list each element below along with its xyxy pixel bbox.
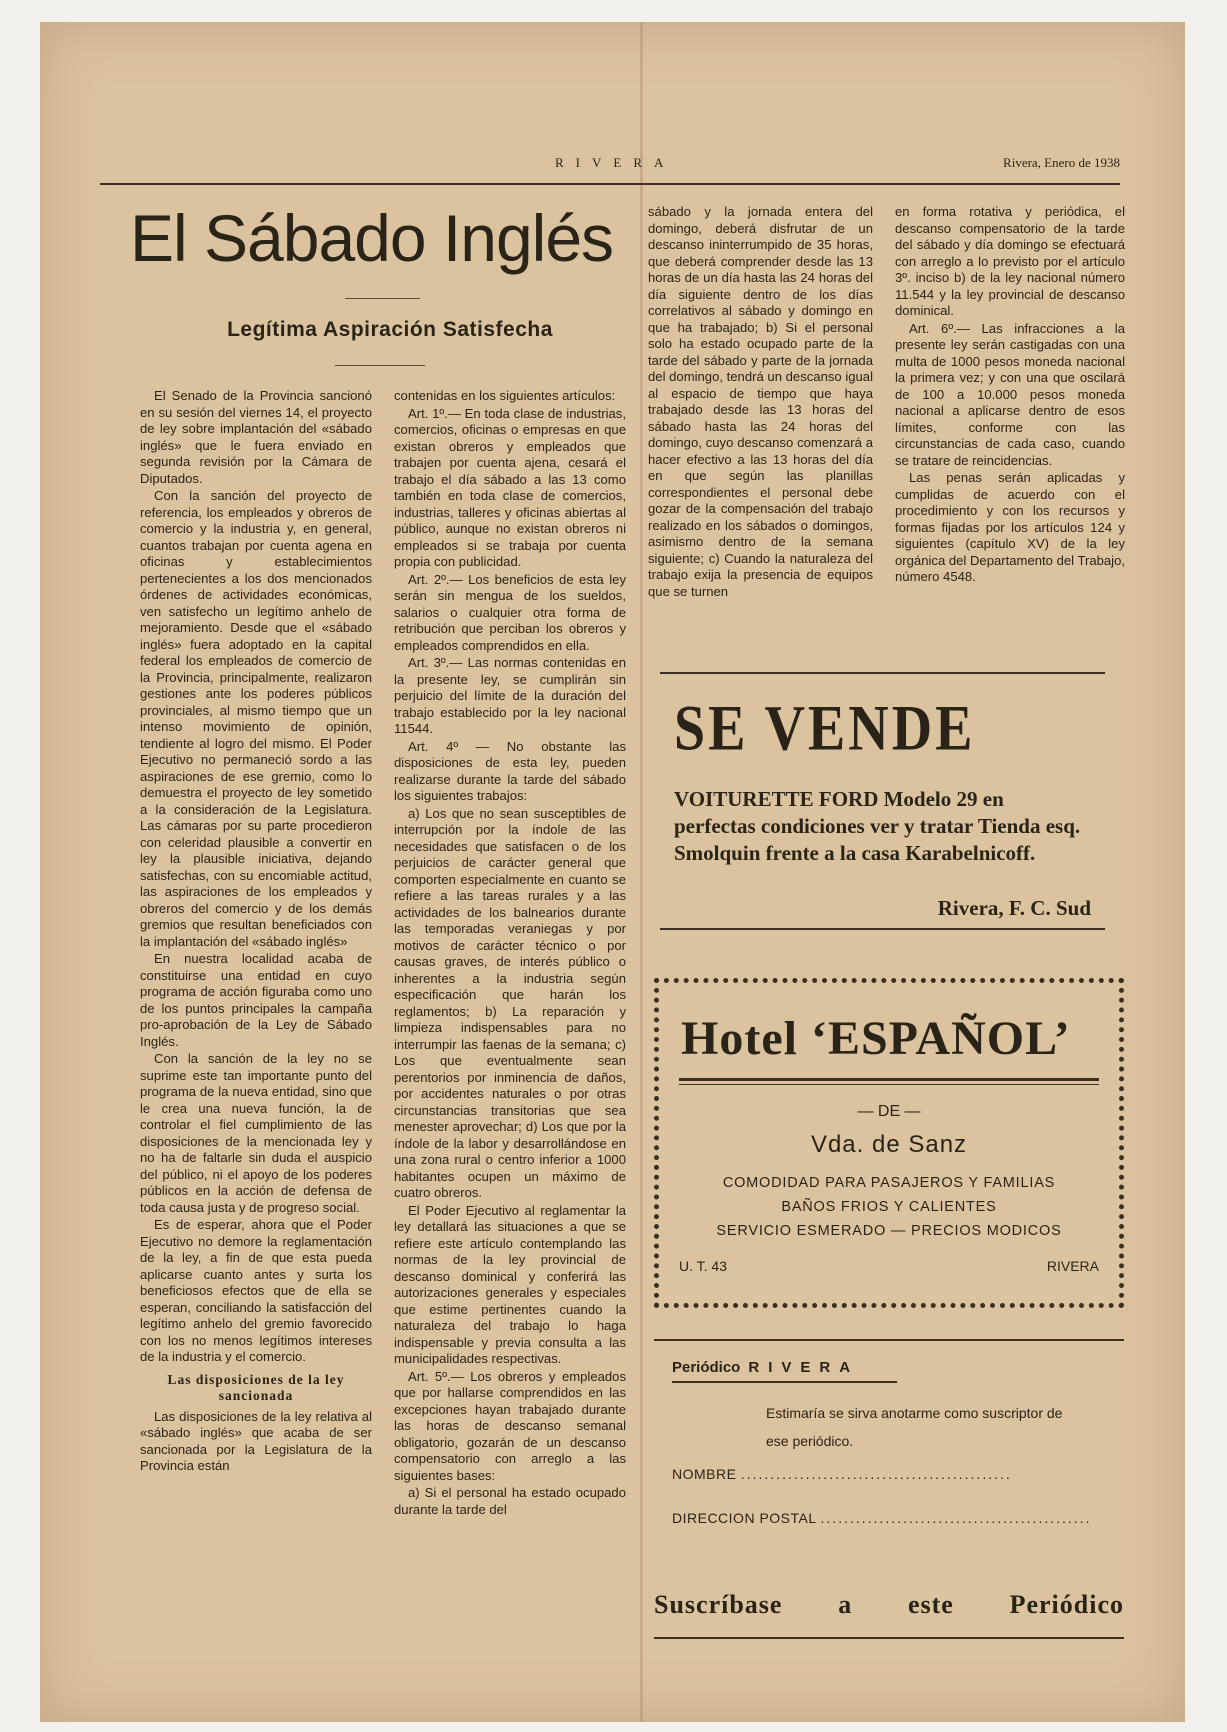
for-sale-title: SE VENDE xyxy=(674,693,976,765)
hotel-ad xyxy=(654,978,1124,1308)
page-fold xyxy=(640,22,643,1722)
header-rule xyxy=(100,183,1120,185)
article-title: El Sábado Inglés xyxy=(130,201,614,275)
name-field-line: .............................................. xyxy=(740,1466,1012,1482)
article-column-3 xyxy=(648,204,873,601)
form-paper-name: RIVERA xyxy=(748,1359,860,1376)
subtitle-divider xyxy=(335,365,425,366)
hotel-city: RIVERA xyxy=(1046,1258,1099,1274)
for-sale-body: VOITURETTE FORD Modelo 29 en perfectas condiciones ver y tratar Tienda esq. Smolquin frente a la casa Karabelnicoff. xyxy=(674,787,1081,865)
paragraph: En nuestra localidad acaba de constituirse una entidad en cuyo programa de acción figuraba como uno de los puntos principales la campaña pro-aprobación de la Ley de Sábado Inglés. xyxy=(140,951,372,1049)
title-divider xyxy=(345,298,420,299)
paragraph: El Senado de la Provincia sancionó en su sesión del viernes 14, el proyecto de ley sobre implantación del «sábado inglés» que le fuera enviado en segunda revisión por la Cámara de Diputados. xyxy=(140,388,372,486)
subscribe-word: Suscríbase xyxy=(654,1590,783,1619)
hotel-owner: Vda. de Sanz xyxy=(810,1131,968,1158)
form-text: Estimaría se sirva anotarme como suscriptor de xyxy=(766,1405,1063,1421)
issue-date: Rivera, Enero de 1938 xyxy=(1003,155,1120,170)
paragraph: Es de esperar, ahora que el Poder Ejecutivo no demore la reglamentación de la ley, a fin de que esta pueda aplicarse cuanto antes y surta los beneficiosos efectos que de ella se esperan, conciliando la satisfacción del legítimo anhelo del gremio favorecido con los no menos legítimos intereses de la industria y el comercio. xyxy=(140,1217,372,1364)
paragraph: Con la sanción del proyecto de referencia, los empleados y obreros de comercio y la industria y, en general, cuantos trabajan por cuenta agena en oficinas y establecimientos pertenecientes a los dos mencionados órdenes de actividades económicas, ven satisfecho un legítimo anhelo de mejoramiento. Desde que el «sábado inglés» fuera adoptado en la capital federal los empleados de comercio de la Provincia, principalmente, realizaron gestiones ante los poderes públicos provinciales, al mismo tiempo que un intenso movimiento de opinión, tendiente al logro del mismo. El Poder Ejecutivo no permaneció sordo a las aspiraciones de ese gremio, como lo demuestra el proyecto de ley sometido a la consideración de la Legislatura. Las cámaras por su parte procedieron con celeridad plausible a convertir en ley la plausible iniciativa, dejando satisfechas, con su encomiable actitud, las aspiraciones de los empleados y obreros del comercio y de los demás gremios que resultan beneficiados con la implantación del «sábado inglés» xyxy=(140,488,372,949)
paragraph: Art. 3º.— Las normas contenidas en la presente ley, se cumplirán sin perjuicio del límite de la duración del trabajo establecido por la ley nacional 11544. xyxy=(394,655,626,736)
paragraph: Art. 6º.— Las infracciones a la presente ley serán castigadas con una multa de 1000 pesos moneda nacional la primera vez; y con una que oscilará de 100 a 10.000 pesos moneda nacional a aplicarse dentro de esos límites, conforme con las circunstancias de cada caso, cuando se tratare de reincidencias. xyxy=(895,320,1125,468)
for-sale-signature: Rivera, F. C. Sud xyxy=(937,896,1091,920)
hotel-phone: U. T. 43 xyxy=(679,1258,727,1274)
subscription-form xyxy=(654,1339,1124,1544)
article-column-4 xyxy=(895,204,1125,587)
subscribe-word: a xyxy=(838,1590,853,1619)
article-subtitle: Legítima Aspiración Satisfecha xyxy=(227,318,553,341)
hotel-divider xyxy=(679,1078,1099,1085)
newspaper-name: RIVERA xyxy=(555,155,676,170)
hotel-feature: SERVICIO ESMERADO — PRECIOS MODICOS xyxy=(716,1223,1062,1239)
paragraph: El Poder Ejecutivo al reglamentar la ley detallará las situaciones a que se refiere este artículo contemplando las normas de la ley provincial de descanso dominical y conferirá las autorizaciones generales y especiales que estime pertinentes cuando la naturaleza del trabajo lo haga indispensable y previa consulta a las municipalidades respectivas. xyxy=(394,1202,626,1366)
paragraph: Art. 2º.— Los beneficios de esta ley serán sin mengua de los sueldos, salarios o cualquier otra forma de retribución que perciban los obreros y empleados comprendidos en ella. xyxy=(394,571,626,653)
page-header xyxy=(100,155,1120,177)
paragraph: en forma rotativa y periódica, el descanso compensatorio de la tarde del sábado y día domingo se efectuará con arreglo a lo previsto por el artículo 3º. inciso b) de la ley nacional número 11.544 y la ley provincial de descanso dominical. xyxy=(895,204,1125,318)
subscribe-banner xyxy=(654,1590,1124,1620)
paragraph: Las penas serán aplicadas y cumplidas de acuerdo con el procedimiento y con los recursos y formas fijadas por los artículos 124 y siguientes (capítulo XV) de la ley orgánica del Departamento del Trabajo, número 4548. xyxy=(895,470,1126,584)
address-field-label: DIRECCION POSTAL xyxy=(672,1510,817,1526)
paragraph: contenidas en los siguientes artículos: xyxy=(394,388,616,403)
subscribe-word: este xyxy=(907,1590,954,1619)
hotel-de: — DE — xyxy=(857,1103,921,1120)
paragraph: Art. 1º.— En toda clase de industrias, comercios, oficinas o empresas en que existan obreros y empleados que trabajen por cuenta ajena, cesará el trabajo el día sábado a las 13 como también en toda clase de comercios, industrias, talleres y oficinas abiertas al público, aunque no existan obreros ni empleados si se trabaja por cuenta propia con publicidad. xyxy=(394,405,626,569)
paragraph: a) Los que no sean susceptibles de interrupción por la índole de las necesidades que satisfacen o de los perjuicios de carácter general que comporten especialmente en cuanto se refiere a las tareas rurales y a las actividades de los balnearios durante las temporadas veraniegas y por motivos de carácter técnico o por causas graves, de interés público o inherentes a la industria según especificación que harán los reglamentos; b) La reparación y limpieza indispensables para no interrumpir las faenas de la semana; c) Los que eventualmente sean perentorios por inminencia de daños, por accidentes naturales o por otras circunstancias transitorias que sea menester aprovechar; d) Los que por la índole de la labor y desarrollándose en una zona rural o centro inferior a 1000 habitantes ocupen un máximo de cuatro obreros. xyxy=(394,805,626,1200)
paragraph: Las disposiciones de la ley relativa al «sábado inglés» que acaba de ser sancionada por la Legislatura de la Provincia están xyxy=(140,1408,372,1473)
form-title xyxy=(672,1359,859,1376)
address-field-line: .............................................. xyxy=(820,1510,1092,1526)
name-field[interactable] xyxy=(672,1466,1012,1482)
paragraph: a) Si el personal ha estado ocupado durante la tarde del xyxy=(394,1485,626,1517)
form-text: ese periódico. xyxy=(766,1433,854,1449)
subscribe-rule xyxy=(654,1637,1124,1639)
address-field[interactable] xyxy=(672,1510,1091,1526)
form-label: Periódico xyxy=(672,1359,741,1376)
paragraph: Art. 5º.— Los obreros y empleados que por hallarse comprendidos en las excepciones hayan trabajado durante las horas de descanso semanal obligatorio, gozarán de un descanso compensatorio con arreglo a las siguientes bases: xyxy=(394,1368,626,1483)
for-sale-ad xyxy=(660,672,1105,930)
hotel-feature: BAÑOS FRIOS Y CALIENTES xyxy=(781,1199,997,1215)
paragraph: Art. 4º — No obstante las disposiciones de esta ley, pueden realizarse durante la tarde del sábado los siguientes trabajos: xyxy=(394,738,626,803)
hotel-name: Hotel ‘ESPAÑOL’ xyxy=(681,1012,1071,1065)
name-field-label: NOMBRE xyxy=(672,1466,737,1482)
subscribe-word: Periódico xyxy=(1009,1590,1124,1619)
article-column-2 xyxy=(394,388,626,1519)
section-heading: Las disposiciones de la ley sancionada xyxy=(167,1371,345,1403)
form-title-rule xyxy=(672,1381,897,1383)
paragraph: sábado y la jornada entera del domingo, deberá disfrutar de un descanso ininterrumpido de 35 horas, que deberá comprender desde las 13 horas de un día hasta las 24 horas del día siguiente dentro de los días correlativos al sábado y domingo en que ha trabajado; b) Si el personal solo ha estado ocupado parte de la tarde del sábado y parte de la jornada del domingo, tendrá un descanso igual al espacio de tiempo que haya trabajado desde las 13 horas del sábado hasta las 24 horas del domingo, cuyo descanso comenzará a hacer efectivo a las 13 horas del día en que según las planillas correspondientes el personal debe gozar de la compensación del trabajo realizado en los sábados o domingos, asimismo dentro de la semana siguiente; c) Cuando la naturaleza del trabajo exija la presencia de equipos que se turnen xyxy=(648,204,873,599)
hotel-feature: COMODIDAD PARA PASAJEROS Y FAMILIAS xyxy=(722,1175,1056,1191)
article-column-1 xyxy=(140,388,372,1476)
paragraph: Con la sanción de la ley no se suprime este tan importante punto del programa de la nueva entidad, sino que le crea una nueva función, la de controlar el fiel cumplimiento de las disposiciones de la mencionada ley y no ha de faltarle sin duda el auspicio del público, ni el apoyo de los poderes públicos en la acción de defensa de toda causa justa y de progreso social. xyxy=(140,1051,372,1215)
